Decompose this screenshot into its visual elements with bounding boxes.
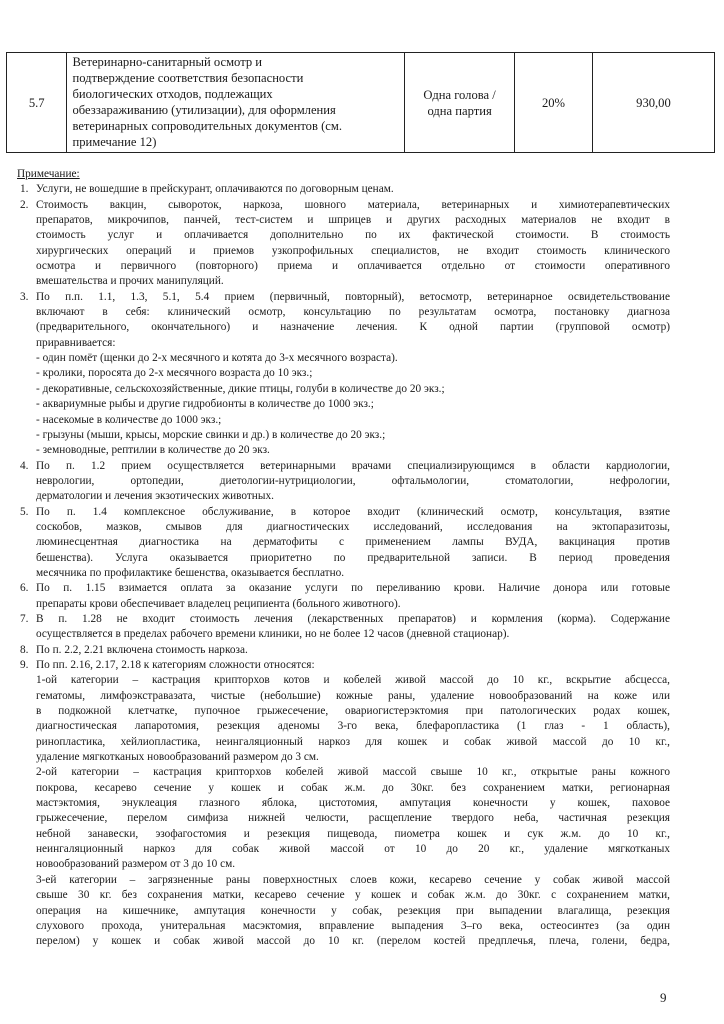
note-item	[20, 459, 670, 505]
note-item	[20, 290, 670, 459]
note-line: Услуги, не вошедшие в прейскурант, оплачиваются по договорным ценам.	[36, 183, 394, 196]
note-line: новообразований размером от 3 до 10 см.	[36, 858, 236, 871]
note-number: 2.	[20, 198, 29, 211]
note-line: мастэктомия, энуклеация глазного яблока, цистотомия, ампутация конечности у кошек, паховое	[36, 797, 670, 810]
note-line: слухового прохода, унитеральная масэктомия, вправление выпадения 3–го века, остеосинтез (за один	[36, 919, 670, 932]
table-row	[7, 53, 715, 153]
note-line: - грызуны (мыши, крысы, морские свинки и др.) в количестве до 20 экз.;	[36, 428, 386, 441]
page-number: 9	[660, 990, 667, 1005]
note-line: 1-ой категории – кастрация крипторхов котов и кобелей живой массой до 10 кг., вскрытие абсцесса,	[36, 674, 670, 687]
note-line: дерматологии и лечения экзотических животных.	[36, 490, 274, 503]
note-line: неингаляционный наркоз для собак живой массой от 10 до 20 кг., удаление мягкотканых	[36, 843, 670, 856]
note-line: перелом) у кошек и собак живой массой до 10 кг. (перелом костей предплечья, плеча, голени, бедра,	[36, 935, 670, 948]
service-name-line: Ветеринарно-санитарный осмотр и	[72, 55, 263, 69]
note-line: включают в себя: клинический осмотр, консультацию по результатам осмотра, постановку диагноза	[36, 306, 670, 319]
note-number: 3.	[20, 290, 29, 303]
note-line: небной занавески, эзофагостомия и резекция пищевода, пиометра кошек и сук ж.м. до 10 кг.,	[36, 827, 670, 840]
unit-cell	[405, 53, 515, 153]
note-line: По п. 1.2 прием осуществляется ветеринарными врачами специализирующимся в области кардиологии,	[36, 459, 670, 472]
note-line: месячника по профилактике бешенства, оказывается бесплатно.	[36, 566, 345, 579]
service-name-line: ветеринарных сопроводительных документов (см.	[72, 119, 342, 133]
note-line: - кролики, поросята до 2-х месячного возраста до 10 экз.;	[36, 367, 313, 380]
note-line: осуществляется в пределах рабочего времени клиники, но не более 12 часов (дневной стационар).	[36, 628, 510, 641]
note-item	[20, 658, 670, 950]
note-line: По п. 1.4 комплексное обслуживание, в которое входит (клинический осмотр, консультация, взятие	[36, 505, 670, 518]
note-line: По п. 2.2, 2.21 включена стоимость наркоза.	[36, 643, 248, 656]
note-line: соскобов, мазков, смывов для диагностических исследований, исследования на эктопаразитозы,	[36, 520, 670, 533]
note-item	[20, 182, 670, 197]
price-table	[6, 52, 715, 153]
note-number: 9.	[20, 659, 29, 671]
note-line: препараты крови обеспечивает владелец реципиента (больного животного).	[36, 597, 401, 610]
note-number: 4.	[20, 459, 29, 472]
note-item	[20, 581, 670, 612]
price-cell: 930,00	[592, 53, 714, 153]
percent-cell: 20%	[515, 53, 593, 153]
note-number: 5.	[20, 505, 29, 518]
note-number: 6.	[20, 582, 29, 595]
note-line: препаратов, микрочипов, панчей, тест-систем и шприцев и других расходных материалов не входит в	[36, 214, 670, 227]
note-line: - декоративные, сельскохозяйственные, дикие птицы, голуби в количестве до 20 экз.;	[36, 382, 445, 395]
note-line: Стоимость вакцин, сывороток, наркоза, шовного материала, ветеринарных и химиотерапевтических	[36, 198, 670, 211]
note-line: В п. 1.28 не входит стоимость лечения (лекарственных препаратов) и кормления (корма). Содержание	[36, 612, 670, 625]
note-line: - аквариумные рыбы и другие гидробионты в количестве до 1000 экз.;	[36, 398, 374, 411]
note-line: 2-ой категории – кастрация крипторхов кобелей живой массой свыше 10 кг., открытые раны кожного	[36, 766, 670, 779]
note-line: приравнивается:	[36, 336, 116, 349]
unit-line: Одна голова /	[423, 87, 496, 102]
note-number: 1.	[20, 183, 29, 196]
note-line: свыше 30 кг. без сохранения матки, кесарево сечение у кошек и собак ж.м. до 30кг. с сохранением матки,	[36, 889, 670, 902]
note-line: диагностическая лапаротомия, резекция аденомы 3-го века, блефаропластика (1 глаз - 1 область),	[36, 720, 670, 733]
note-line: в подкожной клетчатке, пупочное грыжесечение, овариогистерэктомия при патологических родах кошек,	[36, 705, 670, 718]
note-line: стоимость услуг и оплачивается дополнительно по их фактической стоимости. В стоимость	[36, 229, 670, 242]
note-line: По п.п. 1.1, 1.3, 5.1, 5.4 прием (первичный, повторный), ветосмотр, ветеринарное освидетельствование	[36, 290, 670, 303]
note-line: удаление мягкотканых новообразований размером до 3 см.	[36, 751, 319, 764]
service-name-line: биологических отходов, подлежащих	[72, 87, 273, 101]
service-name-line: примечание 12)	[72, 135, 157, 149]
note-number: 8.	[20, 643, 29, 656]
note-line: неврологии, ортопедии, диетологии-нутрициологии, офтальмологии, стоматологии, нефрологии,	[36, 474, 670, 487]
note-item	[20, 198, 670, 290]
note-line: гематомы, лимфоэкстравазата, чистые (небольшие) кожные раны, удаление новообразований на коже или	[36, 689, 670, 702]
note-line: осмотра и первичного (повторного) приема и оплачивается отдельно от стоимости оперативного	[36, 260, 670, 273]
note-number: 7.	[20, 612, 29, 625]
notes-title: Примечание:	[17, 168, 80, 180]
notes-section	[17, 167, 670, 950]
note-line: люминесцентная диагностика на дерматофиты с применением лампы ВУДА, вакцинация против	[36, 536, 670, 549]
row-number: 5.7	[7, 53, 67, 153]
note-line: покрова, кесарево сечение у кошек и собак ж.м. до 30кг. без сохранением матки, регионарная	[36, 781, 670, 794]
service-name-line: обеззараживанию (утилизации), для оформления	[72, 103, 336, 117]
note-line: - один помёт (щенки до 2-х месячного и котята до 3-х месячного возраста).	[36, 352, 398, 365]
note-line: - насекомые в количестве до 1000 экз.;	[36, 413, 222, 426]
note-item	[20, 643, 670, 658]
note-item	[20, 612, 670, 643]
note-line: (предварительного, окончательного) и назначение лечения. К одной партии (групповой осмотр)	[36, 321, 670, 334]
note-line: По п. 1.15 взимается оплата за оказание услуги по переливанию крови. Наличие донора или готовые	[36, 582, 670, 595]
note-line: операция на кишечнике, ампутация конечности у собак, резекция при выпадении влагалища, резекция	[36, 904, 670, 917]
note-line: ринопластика, хейлиопластика, неингаляционный наркоз для кошек и собак живой массой до 10 кг.,	[36, 735, 670, 748]
note-line: грыжесечение, перелом симфиза нижней челюсти, расщепление твердого неба, частичная резекция	[36, 812, 670, 825]
service-name-line: подтверждение соответствия безопасности	[72, 71, 304, 85]
note-line: 3-ей категории – загрязненные раны поверхностных слоев кожи, кесарево сечение у собак живой массой	[36, 873, 670, 886]
note-item	[20, 505, 670, 582]
note-line: бешенства). Услуга оказывается приоритетно по предварительной записи. В период проведения	[36, 551, 670, 564]
unit-line: одна партия	[427, 103, 492, 118]
note-line: вмешательства и прочих манипуляций.	[36, 275, 224, 288]
service-name	[67, 53, 405, 153]
note-line: - земноводные, рептилии в количестве до 20 экз.	[36, 444, 270, 457]
note-line: хирургических операций и приемов узкопрофильных специалистов, не входит стоимость клинического	[36, 244, 670, 257]
note-line: По пп. 2.16, 2.17, 2.18 к категориям сложности относятся:	[36, 659, 315, 671]
